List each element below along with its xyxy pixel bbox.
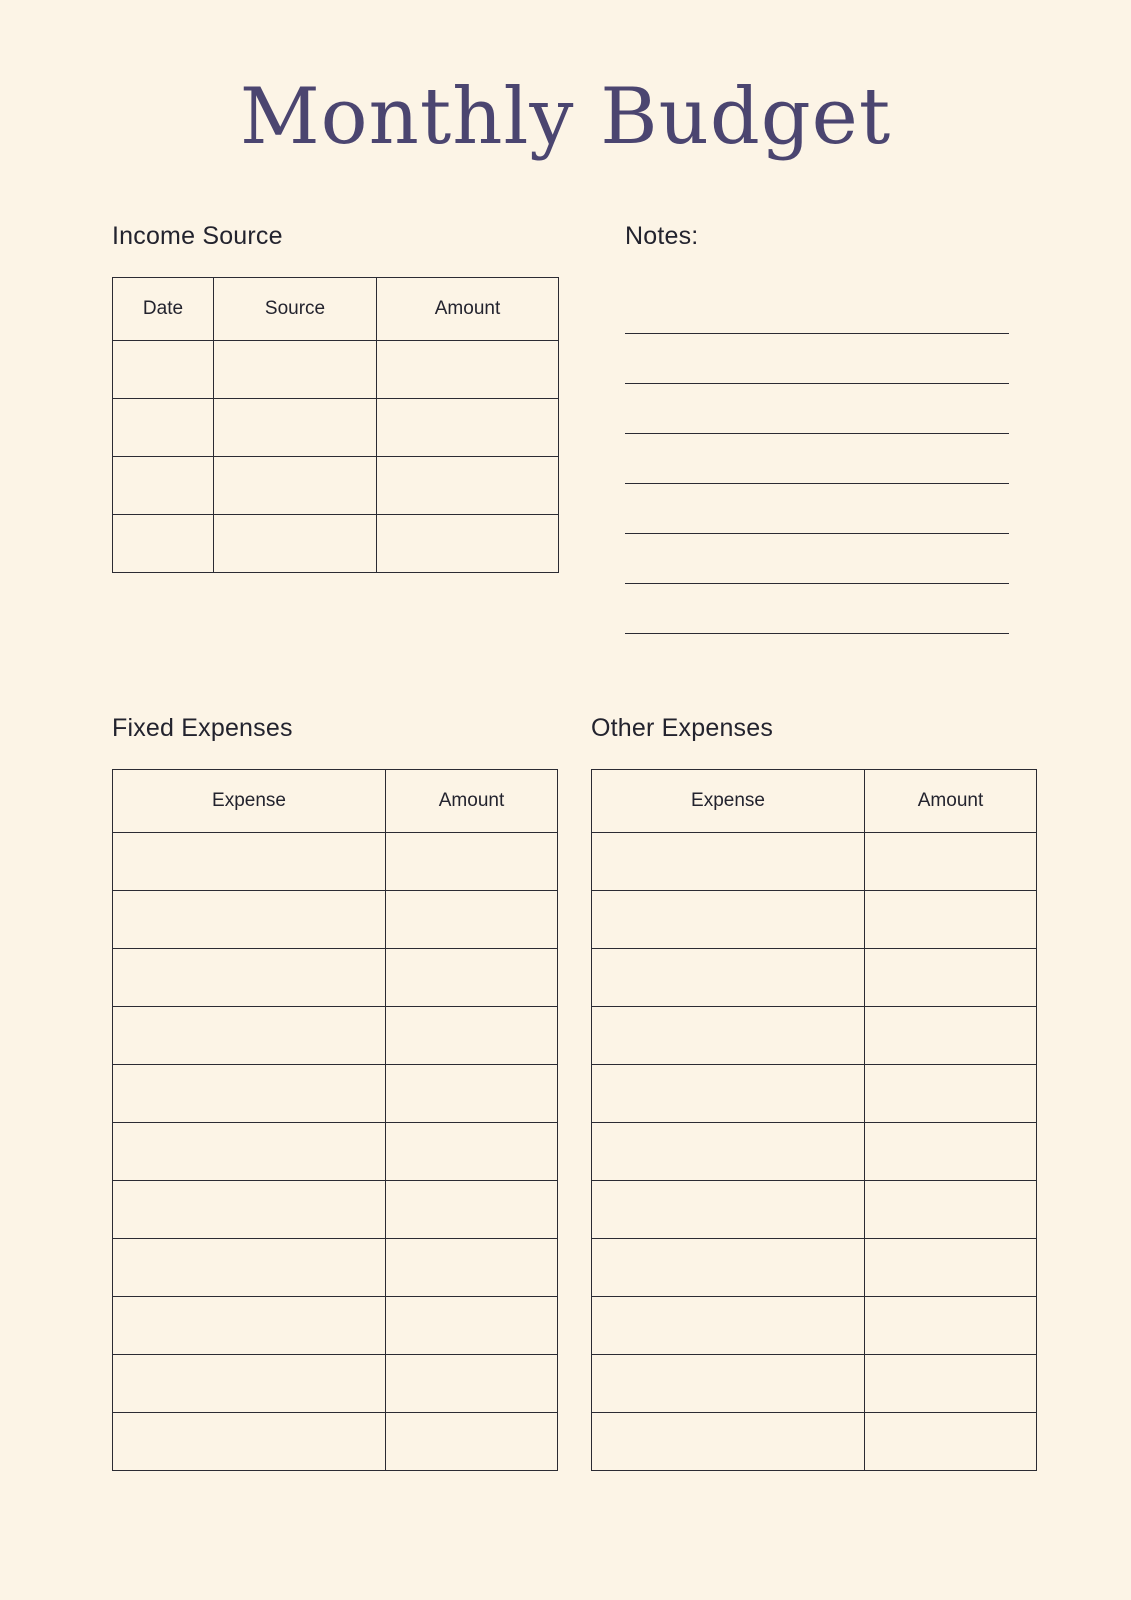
cell-amount[interactable] — [377, 515, 559, 573]
cell-amount[interactable] — [386, 1065, 558, 1123]
cell-expense[interactable] — [113, 1355, 386, 1413]
table-row — [592, 1355, 1037, 1413]
cell-expense[interactable] — [113, 1065, 386, 1123]
cell-expense[interactable] — [592, 891, 865, 949]
cell-expense[interactable] — [592, 949, 865, 1007]
income-source-table — [112, 277, 559, 573]
table-row — [592, 949, 1037, 1007]
page-title: Monthly Budget — [239, 72, 892, 162]
cell-amount[interactable] — [865, 1181, 1037, 1239]
cell-date[interactable] — [113, 457, 214, 515]
cell-amount[interactable] — [386, 1123, 558, 1181]
notes-line[interactable] — [625, 534, 1009, 584]
cell-amount[interactable] — [865, 949, 1037, 1007]
fixed-expenses-section — [112, 714, 555, 1471]
top-section — [0, 222, 1131, 634]
cell-amount[interactable] — [386, 949, 558, 1007]
cell-amount[interactable] — [386, 1355, 558, 1413]
other-expenses-heading: Other Expenses — [591, 714, 774, 742]
table-row — [592, 1413, 1037, 1471]
table-row — [592, 1065, 1037, 1123]
table-row — [113, 515, 559, 573]
notes-line[interactable] — [625, 584, 1009, 634]
cell-amount[interactable] — [865, 1007, 1037, 1065]
column-header-expense: Expense — [113, 770, 386, 833]
cell-source[interactable] — [214, 399, 377, 457]
cell-amount[interactable] — [865, 1355, 1037, 1413]
cell-amount[interactable] — [386, 1239, 558, 1297]
table-row — [592, 1297, 1037, 1355]
cell-expense[interactable] — [592, 1007, 865, 1065]
cell-expense[interactable] — [113, 949, 386, 1007]
table-row — [113, 1239, 558, 1297]
cell-source[interactable] — [214, 457, 377, 515]
column-header-date: Date — [113, 278, 214, 341]
cell-amount[interactable] — [377, 399, 559, 457]
column-header-amount: Amount — [377, 278, 559, 341]
table-header-row — [113, 770, 558, 833]
notes-line[interactable] — [625, 484, 1009, 534]
cell-amount[interactable] — [377, 341, 559, 399]
cell-expense[interactable] — [113, 1239, 386, 1297]
notes-line[interactable] — [625, 291, 1009, 334]
table-row — [113, 399, 559, 457]
cell-expense[interactable] — [592, 1123, 865, 1181]
cell-source[interactable] — [214, 341, 377, 399]
table-row — [113, 457, 559, 515]
table-row — [113, 833, 558, 891]
table-row — [113, 1413, 558, 1471]
cell-amount[interactable] — [386, 1181, 558, 1239]
notes-line[interactable] — [625, 434, 1009, 484]
cell-date[interactable] — [113, 399, 214, 457]
cell-expense[interactable] — [113, 1123, 386, 1181]
cell-expense[interactable] — [113, 1413, 386, 1471]
cell-expense[interactable] — [592, 1297, 865, 1355]
cell-amount[interactable] — [386, 1007, 558, 1065]
table-row — [113, 1181, 558, 1239]
cell-amount[interactable] — [865, 891, 1037, 949]
table-row — [113, 891, 558, 949]
table-header-row — [113, 278, 559, 341]
other-expenses-section — [591, 714, 1034, 1471]
table-row — [592, 1239, 1037, 1297]
cell-expense[interactable] — [592, 1355, 865, 1413]
table-row — [113, 1065, 558, 1123]
table-row — [113, 1007, 558, 1065]
cell-amount[interactable] — [865, 1413, 1037, 1471]
cell-expense[interactable] — [592, 1181, 865, 1239]
cell-expense[interactable] — [113, 1181, 386, 1239]
table-row — [592, 1007, 1037, 1065]
cell-source[interactable] — [214, 515, 377, 573]
cell-amount[interactable] — [865, 1123, 1037, 1181]
cell-expense[interactable] — [113, 1007, 386, 1065]
table-row — [592, 1181, 1037, 1239]
cell-amount[interactable] — [386, 833, 558, 891]
table-row — [113, 949, 558, 1007]
cell-amount[interactable] — [865, 1297, 1037, 1355]
column-header-source: Source — [214, 278, 377, 341]
column-header-amount: Amount — [386, 770, 558, 833]
table-row — [113, 1297, 558, 1355]
table-row — [592, 833, 1037, 891]
notes-line[interactable] — [625, 384, 1009, 434]
fixed-expenses-heading: Fixed Expenses — [112, 714, 293, 742]
table-row — [592, 1123, 1037, 1181]
notes-heading: Notes: — [625, 222, 699, 250]
column-header-expense: Expense — [592, 770, 865, 833]
cell-expense[interactable] — [113, 1297, 386, 1355]
cell-expense[interactable] — [592, 1413, 865, 1471]
cell-amount[interactable] — [865, 1239, 1037, 1297]
income-source-heading: Income Source — [112, 222, 283, 250]
bottom-section — [0, 714, 1131, 1471]
notes-section — [625, 222, 1019, 634]
notes-lines — [625, 291, 1019, 634]
cell-amount[interactable] — [377, 457, 559, 515]
cell-expense[interactable] — [592, 1065, 865, 1123]
column-header-amount: Amount — [865, 770, 1037, 833]
cell-expense[interactable] — [113, 891, 386, 949]
cell-date[interactable] — [113, 515, 214, 573]
cell-expense[interactable] — [592, 1239, 865, 1297]
income-source-section — [112, 222, 555, 634]
cell-amount[interactable] — [865, 833, 1037, 891]
cell-expense[interactable] — [592, 833, 865, 891]
cell-expense[interactable] — [113, 833, 386, 891]
table-row — [592, 891, 1037, 949]
table-row — [113, 1123, 558, 1181]
cell-date[interactable] — [113, 341, 214, 399]
other-expenses-table — [591, 769, 1037, 1471]
notes-line[interactable] — [625, 334, 1009, 384]
table-row — [113, 341, 559, 399]
table-header-row — [592, 770, 1037, 833]
table-row — [113, 1355, 558, 1413]
cell-amount[interactable] — [865, 1065, 1037, 1123]
fixed-expenses-table — [112, 769, 558, 1471]
cell-amount[interactable] — [386, 1297, 558, 1355]
cell-amount[interactable] — [386, 1413, 558, 1471]
cell-amount[interactable] — [386, 891, 558, 949]
